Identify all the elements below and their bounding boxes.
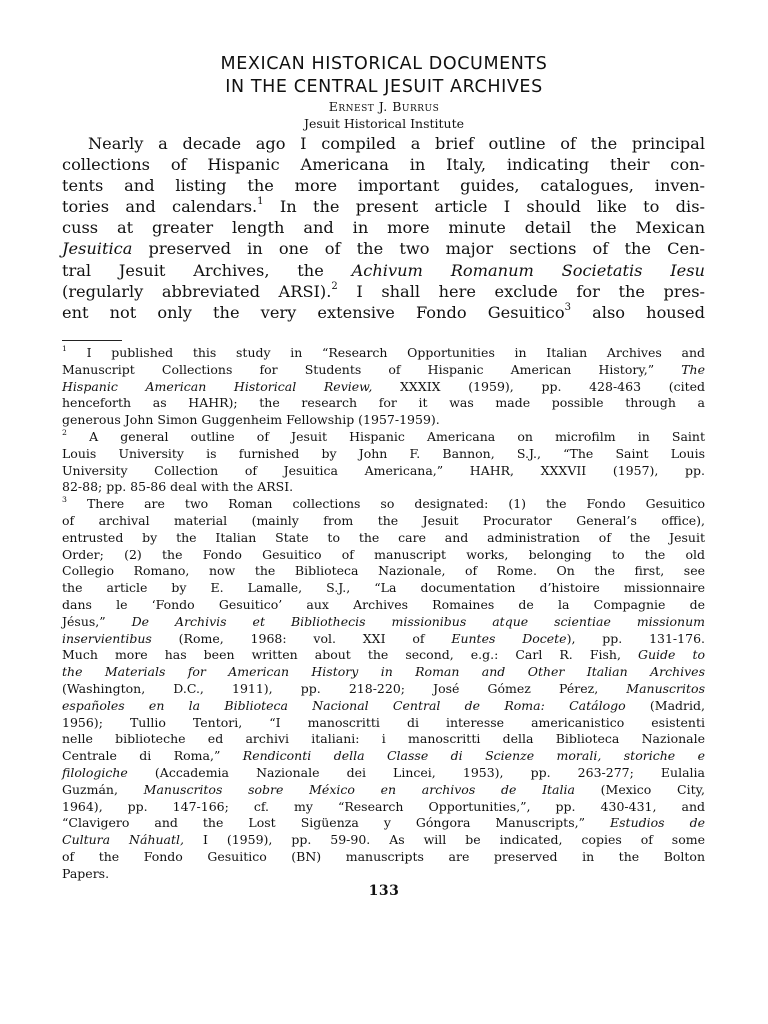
footnote-1-line: Hispanic American Historical Review, XXXIX (1959), pp. 428-463 (cited — [62, 378, 706, 394]
footnote-2-line: 82-88; pp. 85-86 deal with the ARSI. — [62, 479, 294, 495]
body-line: collections of Hispanic Americana in Italy, indicating their con- — [62, 155, 705, 175]
footnote-3-line: nelle biblioteche ed archivi italiani: i manoscritti della Biblioteca Nazionale — [62, 731, 705, 747]
article-title-line-1: MEXICAN HISTORICAL DOCUMENTS — [220, 54, 548, 74]
footnote-ref-1: 1 — [257, 196, 264, 208]
body-line: tral Jesuit Archives, the Achivum Romanum Societatis Iesu — [62, 260, 705, 280]
footnote-ref-2: 2 — [331, 280, 338, 292]
footnote-3-line: the Materials for American History in Roman and Other Italian Archives — [62, 664, 705, 680]
page-number: 133 — [368, 883, 400, 899]
author-institution: Jesuit Historical Institute — [303, 116, 465, 131]
footnote-1-line: generous John Simon Guggenheim Fellowship (1957-1959). — [62, 412, 440, 428]
footnote-2-line: $^2$ A general outline of Jesuit Hispanic Americana on microfilm in Saint — [62, 427, 705, 444]
footnote-separator — [62, 340, 122, 341]
author-name: Ernest J. Burrus — [328, 99, 440, 114]
footnote-1-line: Manuscript Collections for Students of Hispanic American History,” The — [62, 361, 705, 377]
footnote-3-line: españoles en la Biblioteca Nacional Central de Roma: Catálogo (Madrid, — [62, 697, 705, 713]
footnote-3-line: Papers. — [62, 865, 110, 881]
footnote-1-mark: 1 — [62, 343, 67, 353]
footnote-3-line: Jésus,” De Archivis et Bibliothecis missionibus atque scientiae missionum — [62, 613, 705, 629]
footnote-3-line: Much more has been written about the second, e.g.: Carl R. Fish, Guide to — [62, 647, 705, 663]
footnote-2-line: Louis University is furnished by John F. Bannon, S.J., “The Saint Louis — [62, 445, 705, 461]
footnote-1-line: $^1$ I published this study in “Research Opportunities in Italian Archives and — [62, 343, 705, 360]
body-line: tories and calendars.$^1$ In the present article I should like to dis- — [62, 196, 705, 217]
footnote-3-line: inservientibus (Rome, 1968: vol. XXI of Euntes Docete), pp. 131-176. — [62, 630, 705, 646]
footnote-3-line: Guzmán, Manuscritos sobre México en archivos de Italia (Mexico City, — [62, 781, 705, 797]
footnote-1-line: henceforth as HAHR); the research for it was made possible through a — [62, 395, 705, 411]
body-line: (regularly abbreviated ARSI).$^2$ I shall here exclude for the pres- — [62, 280, 705, 301]
body-line: tents and listing the more important guides, catalogues, inven- — [62, 176, 705, 196]
footnote-3-line: Centrale di Roma,” Rendiconti della Classe di Scienze morali, storiche e — [62, 748, 705, 764]
footnote-3-line: Cultura Náhuatl, I (1959), pp. 59-90. As will be indicated, copies of some — [62, 832, 705, 848]
footnotes — [62, 345, 705, 883]
footnote-3-line: 1956); Tullio Tentori, “I manoscritti di interesse americanistico esistenti — [62, 714, 705, 730]
footnote-3-line: entrusted by the Italian State to the care and administration of the Jesuit — [62, 529, 705, 545]
article-title-line-2: IN THE CENTRAL JESUIT ARCHIVES — [225, 77, 543, 97]
footnote-3-line: (Washington, D.C., 1911), pp. 218-220; José Gómez Pérez, Manuscritos — [62, 680, 705, 696]
body-line: ent not only the very extensive Fondo Gesuitico$^3$ also housed — [62, 301, 705, 322]
footnote-3-line: the article by E. Lamalle, S.J., “La documentation d’histoire missionnaire — [62, 580, 705, 596]
footnote-3-line: $^3$ There are two Roman collections so designated: (1) the Fondo Gesuitico — [62, 494, 705, 512]
body-line: cuss at greater length and in more minute detail the Mexican — [62, 218, 705, 238]
footnote-3-line: filologiche (Accademia Nazionale dei Lincei, 1953), pp. 263-277; Eulalia — [62, 764, 705, 780]
footnote-3-line: Order; (2) the Fondo Gesuitico of manuscript works, belonging to the old — [62, 546, 705, 562]
body-line: Jesuitica preserved in one of the two major sections of the Cen- — [62, 239, 705, 259]
footnote-2-mark: 2 — [62, 427, 67, 437]
footnote-3-line: “Clavigero and the Lost Sigüenza y Góngora Manuscripts,” Estudios de — [62, 815, 705, 831]
footnote-3-line: dans le ‘Fondo Gesuitico’ aux Archives Romaines de la Compagnie de — [62, 596, 705, 612]
footnote-ref-3: 3 — [564, 301, 572, 313]
footnote-3-line: of archival material (mainly from the Jesuit Procurator General’s office), — [62, 512, 705, 528]
footnote-3-line: 1964), pp. 147-166; cf. my “Research Opportunities,”, pp. 430-431, and — [62, 798, 705, 814]
footnote-3-line: Collegio Romano, now the Biblioteca Nazionale, of Rome. On the first, see — [62, 563, 705, 579]
footnote-3-line: of the Fondo Gesuitico (BN) manuscripts are preserved in the Bolton — [62, 848, 705, 864]
body-line: Nearly a decade ago I compiled a brief outline of the principal — [88, 134, 705, 153]
footnote-2-line: University Collection of Jesuitica Americana,” HAHR, XXXVII (1957), pp. — [62, 462, 705, 478]
footnote-3-mark: 3 — [62, 494, 67, 504]
body-paragraph — [62, 133, 705, 323]
